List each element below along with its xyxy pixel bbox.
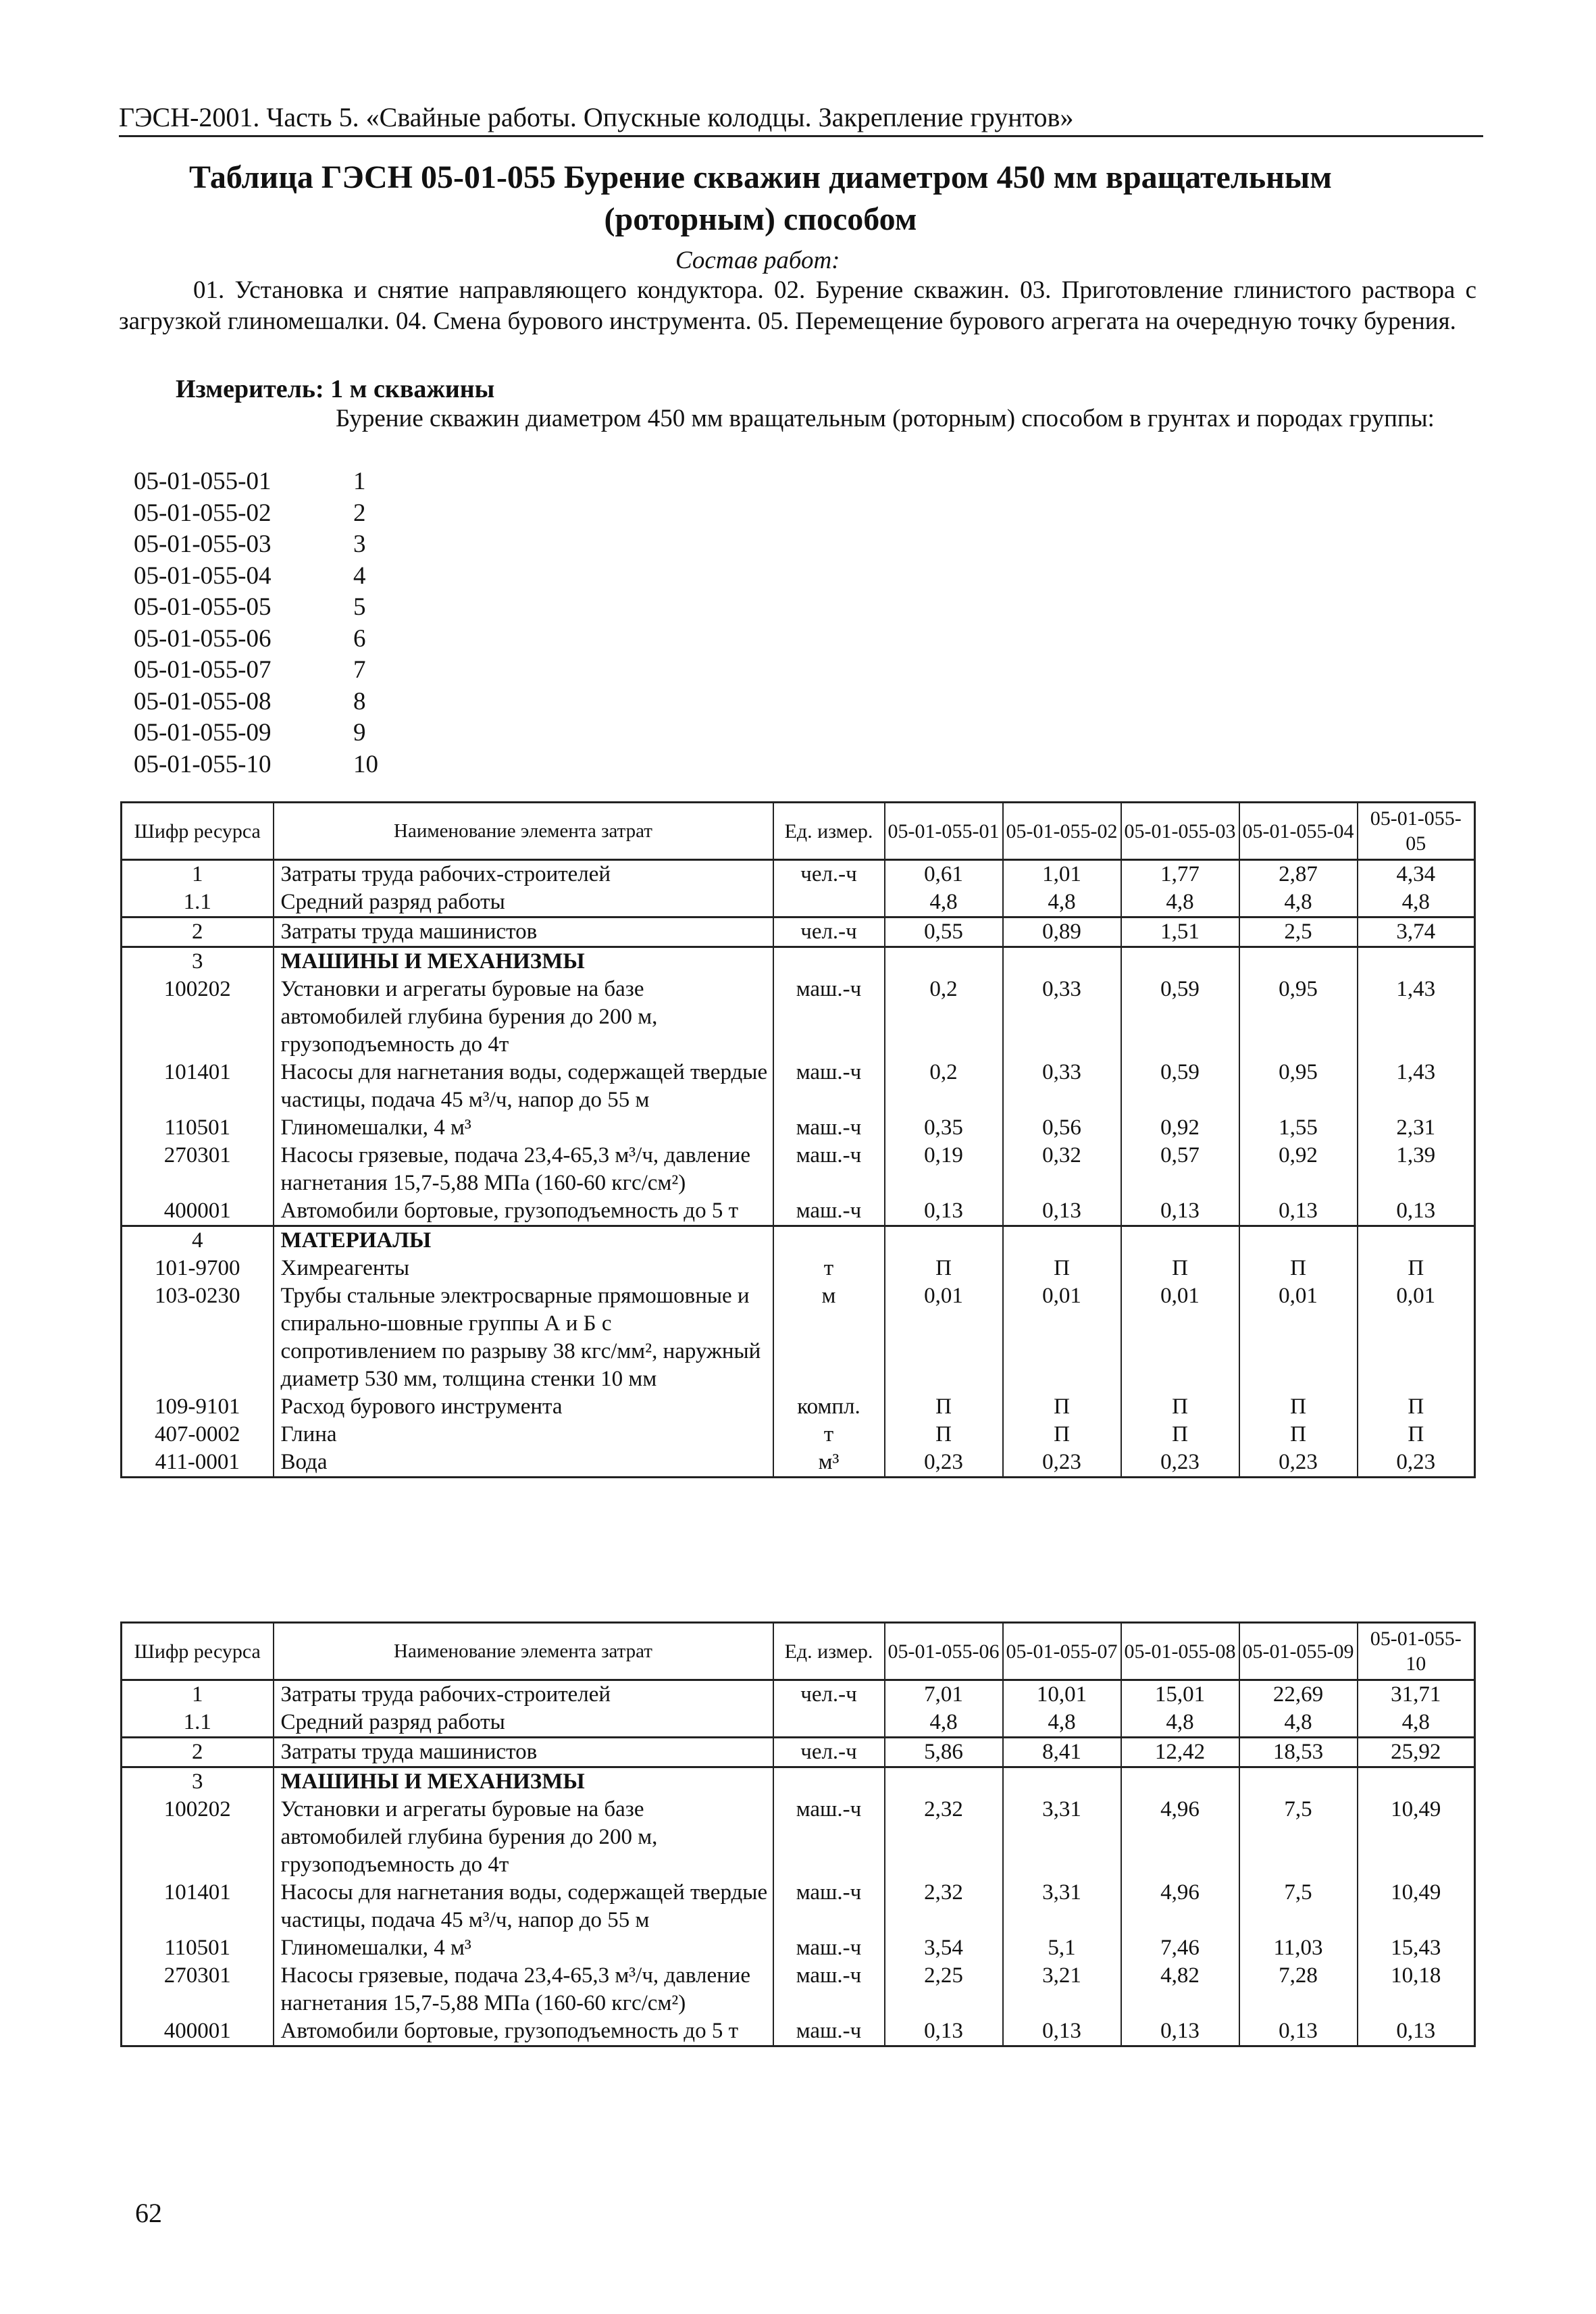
cell-value: 1,01 (1003, 860, 1121, 889)
cell-value: 0,13 (1121, 1197, 1239, 1226)
cell-code: 2 (122, 1738, 274, 1767)
cell-name: Трубы стальные электросварные прямошовные и спирально-шовные группы А и Б с сопротивлением по разрыву 38 кгс/мм², наружный диаметр 530 мм, толщина стенки 10 мм (274, 1282, 773, 1393)
table-row (122, 1142, 1475, 1197)
cell-code: 3 (122, 1767, 274, 1796)
cell-value: 0,19 (885, 1142, 1003, 1197)
cell-name: Средний разряд работы (274, 1709, 773, 1738)
cell-unit: маш.-ч (773, 1142, 885, 1197)
cell-value: П (1003, 1255, 1121, 1282)
cell-unit (773, 1767, 885, 1796)
cell-unit: маш.-ч (773, 1059, 885, 1114)
cell-value: 0,55 (885, 917, 1003, 947)
code-list-item (134, 592, 378, 624)
cell-value: 10,49 (1358, 1879, 1475, 1934)
cell-value: 0,13 (1003, 2017, 1121, 2046)
cell-value: 4,8 (1121, 888, 1239, 917)
cell-code: 101401 (122, 1879, 274, 1934)
cell-value: 22,69 (1239, 1680, 1358, 1709)
code: 05-01-055-04 (134, 561, 272, 590)
cell-code: 103-0230 (122, 1282, 274, 1393)
table-header-row (122, 1623, 1475, 1680)
cell-value: 1,43 (1358, 1059, 1475, 1114)
cell-code: 100202 (122, 976, 274, 1059)
cell-value: П (1121, 1421, 1239, 1449)
cell-value: П (885, 1421, 1003, 1449)
cell-code: 400001 (122, 1197, 274, 1226)
cell-code: 109-9101 (122, 1393, 274, 1421)
cell-value: П (1121, 1393, 1239, 1421)
cell-unit: маш.-ч (773, 1934, 885, 1962)
cell-code: 4 (122, 1226, 274, 1255)
cell-value: 4,8 (1358, 1709, 1475, 1738)
table-row (122, 976, 1475, 1059)
cell-value (1003, 1767, 1121, 1796)
code: 05-01-055-02 (134, 499, 272, 527)
cell-value: 1,51 (1121, 917, 1239, 947)
cell-value: 1,39 (1358, 1142, 1475, 1197)
cell-unit: м³ (773, 1449, 885, 1478)
resource-table-1 (120, 801, 1476, 1478)
header-col: 05-01-055-01 (885, 803, 1003, 860)
cell-value: 0,2 (885, 1059, 1003, 1114)
cell-value: 11,03 (1239, 1934, 1358, 1962)
cell-value: П (1121, 1255, 1239, 1282)
table-row (122, 1421, 1475, 1449)
cell-code: 101-9700 (122, 1255, 274, 1282)
cell-unit: т (773, 1421, 885, 1449)
header-unit: Ед. измер. (773, 803, 885, 860)
header-code: Шифр ресурса (122, 803, 274, 860)
cell-value: 0,35 (885, 1114, 1003, 1142)
cell-value: 8,41 (1003, 1738, 1121, 1767)
group: 4 (353, 561, 366, 590)
cell-unit: т (773, 1255, 885, 1282)
cell-value: 0,13 (1003, 1197, 1121, 1226)
cell-name: Глиномешалки, 4 м³ (274, 1934, 773, 1962)
cell-code: 407-0002 (122, 1421, 274, 1449)
cell-value: 2,87 (1239, 860, 1358, 889)
group: 2 (353, 499, 366, 527)
code-list-item (134, 466, 378, 498)
code-list-item (134, 749, 378, 781)
cell-name: Насосы для нагнетания воды, содержащей твердые частицы, подача 45 м³/ч, напор до 55 м (274, 1059, 773, 1114)
code-list-item (134, 718, 378, 749)
group: 8 (353, 687, 366, 715)
cell-value: 0,59 (1121, 976, 1239, 1059)
cell-code: 100202 (122, 1796, 274, 1879)
cell-unit (773, 1226, 885, 1255)
cell-value: П (885, 1255, 1003, 1282)
code: 05-01-055-03 (134, 530, 272, 558)
code-list-item (134, 561, 378, 593)
cell-code: 3 (122, 947, 274, 976)
code: 05-01-055-09 (134, 719, 272, 747)
cell-value: 0,01 (1358, 1282, 1475, 1393)
header-name: Наименование элемента затрат (274, 803, 773, 860)
cell-name: Затраты труда машинистов (274, 917, 773, 947)
cell-value: 10,01 (1003, 1680, 1121, 1709)
code-list-item (134, 529, 378, 561)
cell-value: 0,13 (1358, 1197, 1475, 1226)
cell-unit: маш.-ч (773, 1796, 885, 1879)
cell-value: 0,23 (885, 1449, 1003, 1478)
table-row (122, 1282, 1475, 1393)
cell-unit: маш.-ч (773, 1962, 885, 2017)
header-rule (119, 135, 1483, 137)
cell-name: Установки и агрегаты буровые на базе автомобилей глубина бурения до 200 м, грузоподъемность до 4т (274, 976, 773, 1059)
cell-value: П (1003, 1421, 1121, 1449)
table-row (122, 1738, 1475, 1767)
code-list-item (134, 686, 378, 718)
cell-value: 0,13 (885, 2017, 1003, 2046)
cell-value: 0,95 (1239, 1059, 1358, 1114)
cell-value (1121, 1226, 1239, 1255)
cell-unit: м (773, 1282, 885, 1393)
cell-value: 7,46 (1121, 1934, 1239, 1962)
cell-value: 4,96 (1121, 1879, 1239, 1934)
table-row (122, 947, 1475, 976)
cell-value: 4,8 (1239, 1709, 1358, 1738)
measure-unit: Измеритель: 1 м скважины (176, 375, 495, 403)
table-row (122, 1934, 1475, 1962)
code: 05-01-055-08 (134, 687, 272, 715)
cell-value: П (1239, 1421, 1358, 1449)
cell-value: 10,18 (1358, 1962, 1475, 2017)
group: 3 (353, 530, 366, 558)
cell-value: 2,25 (885, 1962, 1003, 2017)
cell-name: Автомобили бортовые, грузоподъемность до 5 т (274, 1197, 773, 1226)
cell-code: 270301 (122, 1142, 274, 1197)
cell-name: Насосы для нагнетания воды, содержащей твердые частицы, подача 45 м³/ч, напор до 55 м (274, 1879, 773, 1934)
cell-value (885, 947, 1003, 976)
code: 05-01-055-05 (134, 593, 272, 621)
table-row (122, 1226, 1475, 1255)
cell-name: Вода (274, 1449, 773, 1478)
cell-code: 270301 (122, 1962, 274, 2017)
cell-value: 0,33 (1003, 1059, 1121, 1114)
cell-name: Затраты труда машинистов (274, 1738, 773, 1767)
header-code: Шифр ресурса (122, 1623, 274, 1680)
cell-value: 5,1 (1003, 1934, 1121, 1962)
code: 05-01-055-01 (134, 468, 272, 495)
composition-label: Состав работ: (675, 247, 840, 274)
cell-value: 0,13 (885, 1197, 1003, 1226)
cell-value: 0,23 (1121, 1449, 1239, 1478)
cell-code: 1 (122, 1680, 274, 1709)
cell-value: 10,49 (1358, 1796, 1475, 1879)
cell-name: Насосы грязевые, подача 23,4-65,3 м³/ч, давление нагнетания 15,7-5,88 МПа (160-60 кгс/см²) (274, 1142, 773, 1197)
cell-value (1003, 947, 1121, 976)
header-col: 05-01-055-03 (1121, 803, 1239, 860)
cell-value: 7,5 (1239, 1796, 1358, 1879)
cell-value: 4,8 (1003, 1709, 1121, 1738)
cell-name: МАШИНЫ И МЕХАНИЗМЫ (274, 1767, 773, 1796)
composition-text: 01. Установка и снятие направляющего кондуктора. 02. Бурение скважин. 03. Приготовление глинистого раствора с загрузкой глиномешалки. 04. Смена бурового инструмента. 05. Перемещение бурового агрегата на очередную точку бурения. (119, 276, 1476, 335)
table-row (122, 860, 1475, 889)
cell-name: МАТЕРИАЛЫ (274, 1226, 773, 1255)
cell-unit: чел.-ч (773, 1680, 885, 1709)
code-list-item (134, 655, 378, 686)
cell-unit (773, 947, 885, 976)
header-col: 05-01-055-06 (885, 1623, 1003, 1680)
header-col: 05-01-055-02 (1003, 803, 1121, 860)
header-col: 05-01-055-08 (1121, 1623, 1239, 1680)
cell-value: 3,54 (885, 1934, 1003, 1962)
cell-value: 12,42 (1121, 1738, 1239, 1767)
cell-value: 0,32 (1003, 1142, 1121, 1197)
group: 9 (353, 719, 366, 747)
table-row (122, 1114, 1475, 1142)
cell-value: 18,53 (1239, 1738, 1358, 1767)
cell-value: 7,01 (885, 1680, 1003, 1709)
table-row (122, 1393, 1475, 1421)
table-row (122, 1197, 1475, 1226)
cell-value (1358, 1767, 1475, 1796)
cell-name: Установки и агрегаты буровые на базе автомобилей глубина бурения до 200 м, грузоподъемность до 4т (274, 1796, 773, 1879)
cell-value: 1,77 (1121, 860, 1239, 889)
header-col: 05-01-055-04 (1239, 803, 1358, 860)
cell-value (1003, 1226, 1121, 1255)
cell-name: Средний разряд работы (274, 888, 773, 917)
cell-name: Расход бурового инструмента (274, 1393, 773, 1421)
group: 7 (353, 656, 366, 684)
cell-value: 0,33 (1003, 976, 1121, 1059)
cell-name: Затраты труда рабочих-строителей (274, 860, 773, 889)
cell-value (885, 1226, 1003, 1255)
cell-value: 0,92 (1121, 1114, 1239, 1142)
cell-value: 25,92 (1358, 1738, 1475, 1767)
cell-value: 0,56 (1003, 1114, 1121, 1142)
cell-unit: маш.-ч (773, 1197, 885, 1226)
cell-unit: чел.-ч (773, 860, 885, 889)
cell-value (1239, 1226, 1358, 1255)
cell-value: 4,8 (1003, 888, 1121, 917)
cell-value (1358, 1226, 1475, 1255)
cell-code: 1.1 (122, 888, 274, 917)
header-col: 05-01-055-05 (1358, 803, 1475, 860)
cell-value: 4,82 (1121, 1962, 1239, 2017)
cell-unit: маш.-ч (773, 976, 885, 1059)
table-row (122, 888, 1475, 917)
cell-value (1121, 947, 1239, 976)
cell-code: 2 (122, 917, 274, 947)
table-row (122, 1709, 1475, 1738)
cell-value: П (1358, 1393, 1475, 1421)
cell-name: Химреагенты (274, 1255, 773, 1282)
header-col: 05-01-055-09 (1239, 1623, 1358, 1680)
table-row (122, 1879, 1475, 1934)
table-row (122, 1796, 1475, 1879)
header-unit: Ед. измер. (773, 1623, 885, 1680)
cell-unit (773, 888, 885, 917)
cell-value: 4,8 (1358, 888, 1475, 917)
cell-value: П (1239, 1393, 1358, 1421)
table-row (122, 1255, 1475, 1282)
table-row (122, 1767, 1475, 1796)
cell-value: 2,5 (1239, 917, 1358, 947)
cell-value: 0,95 (1239, 976, 1358, 1059)
cell-unit: чел.-ч (773, 917, 885, 947)
code-list-item (134, 498, 378, 530)
cell-value: П (1358, 1421, 1475, 1449)
resource-table-2 (120, 1621, 1476, 2047)
cell-value: 0,01 (1003, 1282, 1121, 1393)
header-col: 05-01-055-07 (1003, 1623, 1121, 1680)
cell-value: 2,31 (1358, 1114, 1475, 1142)
table-row (122, 1059, 1475, 1114)
cell-value: 4,8 (885, 1709, 1003, 1738)
cell-code: 101401 (122, 1059, 274, 1114)
cell-value: 4,96 (1121, 1796, 1239, 1879)
code-list-item (134, 624, 378, 655)
table-header-row (122, 803, 1475, 860)
cell-name: Автомобили бортовые, грузоподъемность до 5 т (274, 2017, 773, 2046)
cell-value: П (1003, 1393, 1121, 1421)
cell-name: Глиномешалки, 4 м³ (274, 1114, 773, 1142)
table-row (122, 2017, 1475, 2046)
page-header: ГЭСН-2001. Часть 5. «Свайные работы. Опускные колодцы. Закрепление грунтов» (119, 102, 1074, 132)
group: 6 (353, 624, 366, 653)
cell-value (1239, 947, 1358, 976)
cell-value: 0,59 (1121, 1059, 1239, 1114)
cell-value: 3,31 (1003, 1879, 1121, 1934)
cell-value: 4,8 (1239, 888, 1358, 917)
cell-value: 15,01 (1121, 1680, 1239, 1709)
cell-name: Насосы грязевые, подача 23,4-65,3 м³/ч, давление нагнетания 15,7-5,88 МПа (160-60 кгс/см²) (274, 1962, 773, 2017)
cell-value: 0,57 (1121, 1142, 1239, 1197)
cell-value: 1,43 (1358, 976, 1475, 1059)
cell-value: 4,34 (1358, 860, 1475, 889)
cell-value (1358, 947, 1475, 976)
cell-value: 0,13 (1239, 1197, 1358, 1226)
cell-value: П (1239, 1255, 1358, 1282)
cell-value: 7,5 (1239, 1879, 1358, 1934)
cell-value: 0,92 (1239, 1142, 1358, 1197)
code: 05-01-055-06 (134, 624, 272, 653)
cell-unit: чел.-ч (773, 1738, 885, 1767)
cell-unit: маш.-ч (773, 1879, 885, 1934)
cell-value: 0,01 (885, 1282, 1003, 1393)
cell-value: 4,8 (1121, 1709, 1239, 1738)
cell-code: 110501 (122, 1934, 274, 1962)
cell-value: 2,32 (885, 1879, 1003, 1934)
cell-value (885, 1767, 1003, 1796)
group: 1 (353, 468, 366, 495)
cell-value: П (885, 1393, 1003, 1421)
cell-value: П (1358, 1255, 1475, 1282)
code: 05-01-055-10 (134, 750, 272, 778)
cell-name: МАШИНЫ И МЕХАНИЗМЫ (274, 947, 773, 976)
table-row (122, 917, 1475, 947)
cell-code: 400001 (122, 2017, 274, 2046)
cell-value (1121, 1767, 1239, 1796)
header-name: Наименование элемента затрат (274, 1623, 773, 1680)
cell-value: 0,13 (1358, 2017, 1475, 2046)
description: Бурение скважин диаметром 450 мм вращательным (роторным) способом в грунтах и породах группы: (336, 405, 1435, 432)
cell-value: 0,61 (885, 860, 1003, 889)
cell-value: 0,01 (1121, 1282, 1239, 1393)
cell-name: Затраты труда рабочих-строителей (274, 1680, 773, 1709)
cell-value: 4,8 (885, 888, 1003, 917)
cell-value: 0,13 (1121, 2017, 1239, 2046)
cell-value: 31,71 (1358, 1680, 1475, 1709)
cell-unit: компл. (773, 1393, 885, 1421)
cell-value: 0,89 (1003, 917, 1121, 947)
group: 10 (353, 750, 378, 778)
cell-value: 0,01 (1239, 1282, 1358, 1393)
table-row (122, 1449, 1475, 1478)
group: 5 (353, 593, 366, 621)
cell-value: 2,32 (885, 1796, 1003, 1879)
cell-unit: маш.-ч (773, 1114, 885, 1142)
cell-value: 0,13 (1239, 2017, 1358, 2046)
cell-code: 411-0001 (122, 1449, 274, 1478)
table-row (122, 1680, 1475, 1709)
table-row (122, 1962, 1475, 2017)
header-col: 05-01-055-10 (1358, 1623, 1475, 1680)
cell-value: 3,31 (1003, 1796, 1121, 1879)
cell-value: 0,23 (1003, 1449, 1121, 1478)
cell-value: 3,74 (1358, 917, 1475, 947)
cell-value: 15,43 (1358, 1934, 1475, 1962)
table-title: Таблица ГЭСН 05-01-055 Бурение скважин диаметром 450 мм вращательным (роторным) способом (189, 159, 1332, 237)
code-list (134, 466, 378, 780)
cell-value: 1,55 (1239, 1114, 1358, 1142)
cell-value: 7,28 (1239, 1962, 1358, 2017)
cell-value: 3,21 (1003, 1962, 1121, 2017)
cell-code: 1.1 (122, 1709, 274, 1738)
cell-value: 0,23 (1358, 1449, 1475, 1478)
cell-unit (773, 1709, 885, 1738)
cell-unit: маш.-ч (773, 2017, 885, 2046)
cell-code: 110501 (122, 1114, 274, 1142)
cell-name: Глина (274, 1421, 773, 1449)
cell-value: 5,86 (885, 1738, 1003, 1767)
code: 05-01-055-07 (134, 656, 272, 684)
cell-code: 1 (122, 860, 274, 889)
cell-value (1239, 1767, 1358, 1796)
cell-value: 0,2 (885, 976, 1003, 1059)
cell-value: 0,23 (1239, 1449, 1358, 1478)
page-number: 62 (135, 2198, 162, 2228)
